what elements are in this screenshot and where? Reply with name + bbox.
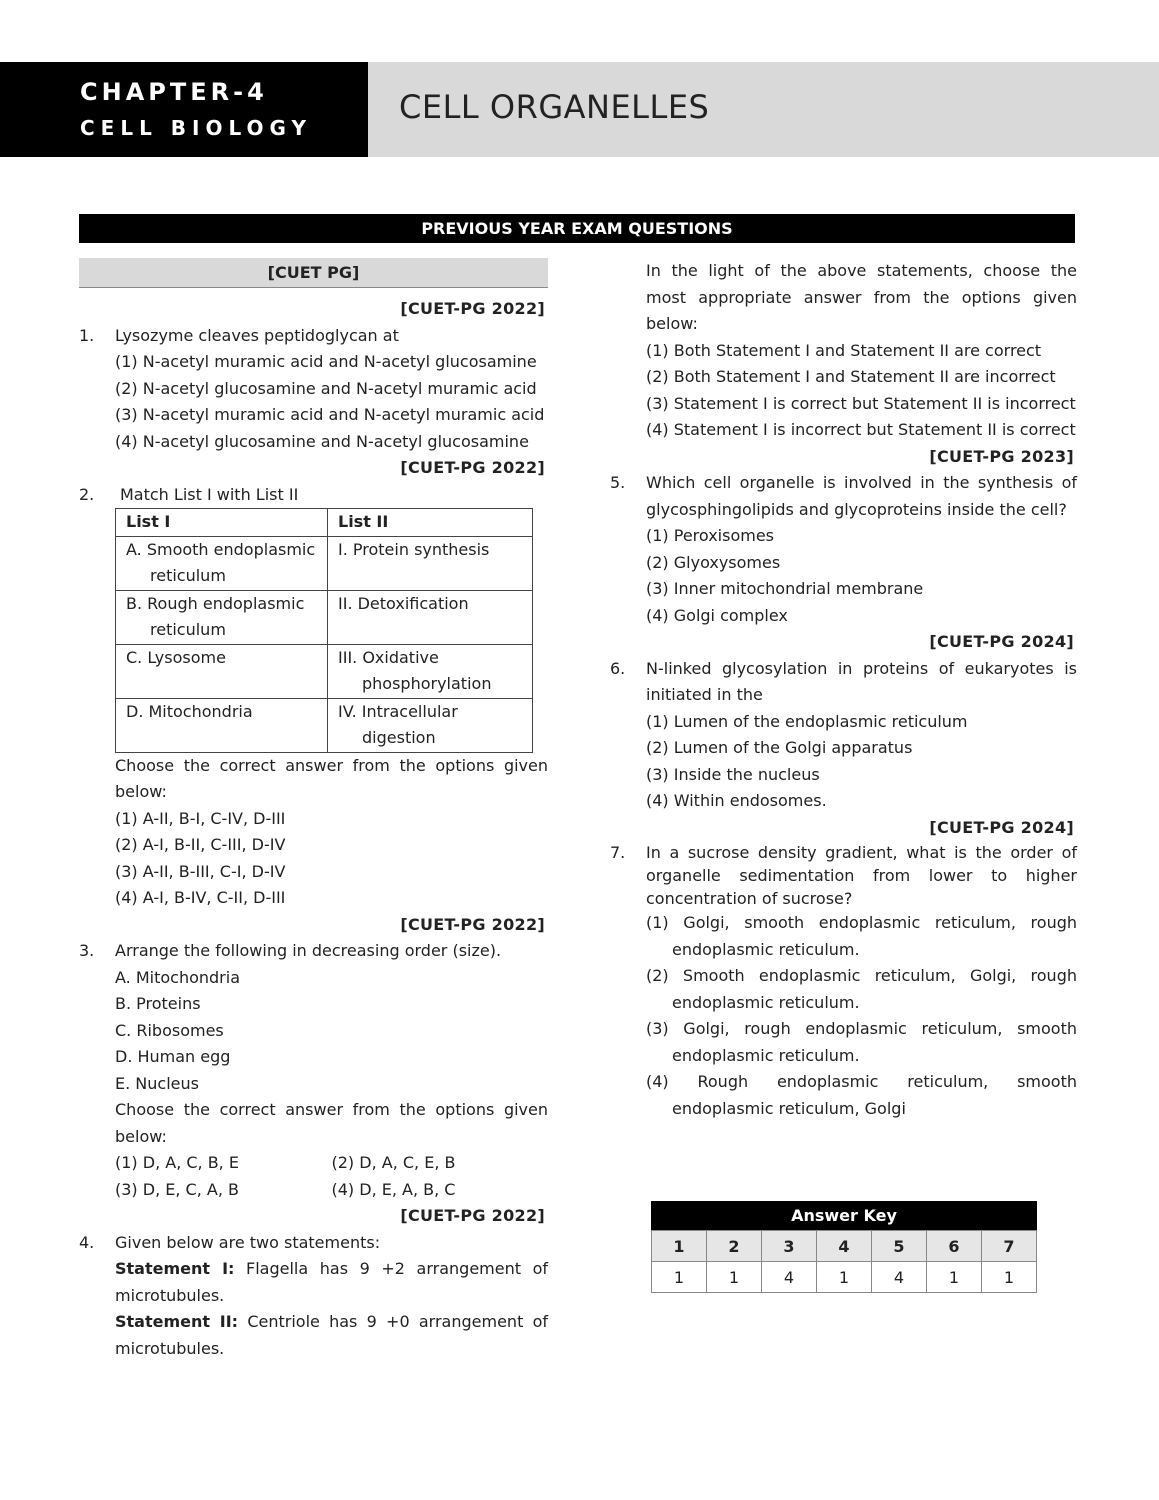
table-header-row — [116, 509, 533, 537]
exam-section-heading: [CUET PG] — [79, 258, 548, 288]
question-number: 1. — [79, 325, 95, 345]
option-row — [79, 1177, 548, 1204]
question-text: Match List I with List II — [120, 484, 299, 504]
list-item: C. Ribosomes — [115, 1020, 224, 1040]
option: (1) Lumen of the endoplasmic reticulum — [646, 711, 968, 731]
table-cell: IV. Intracellular digestion — [328, 698, 533, 752]
table-row — [116, 536, 533, 590]
question-number-cell: 6 — [927, 1231, 982, 1262]
question-5 — [610, 470, 1077, 523]
table-cell: III. Oxidative phosphorylation — [328, 644, 533, 698]
statement-label: Statement II: — [115, 1312, 239, 1331]
table-cell: A. Smooth endoplasmic reticulum — [116, 536, 328, 590]
question-number-cell: 3 — [762, 1231, 817, 1262]
answer-cell: 1 — [652, 1262, 707, 1293]
chapter-header-block — [0, 62, 368, 157]
option: (4) Within endosomes. — [646, 791, 827, 810]
option: (4) Golgi complex — [646, 605, 788, 625]
table-row — [116, 698, 533, 752]
answer-cell: 4 — [762, 1262, 817, 1293]
exam-tag: [CUET-PG 2022] — [400, 458, 545, 477]
statement-1 — [79, 1256, 548, 1309]
option: (2) Both Statement I and Statement II are incorrect — [646, 367, 1056, 386]
option: (2) Lumen of the Golgi apparatus — [646, 738, 913, 757]
question-prompt: In the light of the above statements, choose the most appropriate answer from the options given below: — [646, 261, 1077, 333]
answer-key-question-row — [652, 1231, 1037, 1262]
answer-cell: 1 — [927, 1262, 982, 1293]
chapter-title-block — [368, 62, 1159, 157]
option: (2) N-acetyl glucosamine and N-acetyl muramic acid — [115, 378, 537, 398]
chapter-subject: CELL BIOLOGY — [80, 116, 312, 140]
option: (1) Both Statement I and Statement II are correct — [646, 340, 1042, 360]
question-text: Lysozyme cleaves peptidoglycan at — [115, 325, 399, 345]
question-text: Arrange the following in decreasing order (size). — [115, 941, 502, 960]
question-number: 3. — [79, 941, 95, 960]
option: (1) Golgi, smooth endoplasmic reticulum, rough endoplasmic reticulum. — [646, 913, 1077, 959]
option: (4) D, E, A, B, C — [331, 1179, 456, 1199]
answer-cell: 1 — [817, 1262, 872, 1293]
answer-cell: 4 — [872, 1262, 927, 1293]
answer-cell: 1 — [707, 1262, 762, 1293]
table-cell: D. Mitochondria — [116, 698, 328, 752]
question-number-cell: 7 — [982, 1231, 1037, 1262]
question-number: 4. — [79, 1232, 95, 1252]
question-text: Which cell organelle is involved in the synthesis of glycosphingolipids and glycoproteins inside the cell? — [646, 473, 1077, 519]
chapter-number: CHAPTER-4 — [80, 78, 268, 106]
question-2 — [79, 482, 548, 509]
answer-key-table — [651, 1230, 1037, 1293]
option: (2) D, A, C, E, B — [331, 1153, 456, 1172]
option: (4) Statement I is incorrect but Statement II is correct — [646, 420, 1076, 439]
option: (3) A-II, B-III, C-I, D-IV — [115, 861, 286, 881]
question-prompt: Choose the correct answer from the options given below: — [115, 755, 548, 801]
left-column — [79, 258, 548, 1362]
table-row — [116, 590, 533, 644]
statement-2 — [79, 1309, 548, 1362]
question-prompt: Choose the correct answer from the options given below: — [115, 1100, 548, 1146]
list-item: B. Proteins — [115, 994, 201, 1013]
answer-key-answer-row — [652, 1262, 1037, 1293]
question-number-cell: 1 — [652, 1231, 707, 1262]
statement-text: Centriole has 9 +0 arrangement of microtubules. — [115, 1312, 549, 1358]
list-item: A. Mitochondria — [115, 967, 240, 987]
question-number-cell: 5 — [872, 1231, 927, 1262]
statement-text: Flagella has 9 +2 arrangement of microtubules. — [115, 1259, 549, 1305]
right-column — [610, 258, 1077, 1122]
answer-cell: 1 — [982, 1262, 1037, 1293]
option: (3) Inner mitochondrial membrane — [646, 579, 924, 598]
exam-tag: [CUET-PG 2022] — [400, 914, 545, 934]
option: (4) A-I, B-IV, C-II, D-III — [115, 888, 286, 907]
list-item: E. Nucleus — [115, 1073, 199, 1093]
option: (1) A-II, B-I, C-IV, D-III — [115, 808, 286, 828]
option: (2) Glyoxysomes — [646, 552, 781, 572]
option: (2) A-I, B-II, C-III, D-IV — [115, 835, 286, 854]
answer-key — [651, 1201, 1037, 1293]
question-6 — [610, 656, 1077, 709]
question-number: 6. — [610, 658, 626, 678]
question-text: N-linked glycosylation in proteins of eukaryotes is initiated in the — [646, 658, 1077, 704]
option-row — [79, 1150, 548, 1177]
answer-key-title: Answer Key — [651, 1201, 1037, 1230]
question-number-cell: 2 — [707, 1231, 762, 1262]
table-cell: II. Detoxification — [328, 590, 533, 644]
question-7 — [610, 841, 1077, 910]
option: (1) N-acetyl muramic acid and N-acetyl glucosamine — [115, 352, 537, 371]
statement-label: Statement I: — [115, 1259, 235, 1278]
question-number: 5. — [610, 473, 626, 492]
table-cell: C. Lysosome — [116, 644, 328, 698]
option: (3) Statement I is correct but Statement II is incorrect — [646, 393, 1076, 413]
table-cell: I. Protein synthesis — [328, 536, 533, 590]
question-number-cell: 4 — [817, 1231, 872, 1262]
option: (2) Smooth endoplasmic reticulum, Golgi, rough endoplasmic reticulum. — [646, 966, 1077, 1012]
match-table — [115, 508, 533, 753]
question-text: Given below are two statements: — [115, 1232, 381, 1252]
chapter-title: CELL ORGANELLES — [399, 88, 710, 126]
question-number: 7. — [610, 843, 626, 862]
option: (3) D, E, C, A, B — [115, 1179, 239, 1199]
option: (3) Inside the nucleus — [646, 764, 820, 784]
option: (3) N-acetyl muramic acid and N-acetyl muramic acid — [115, 405, 545, 424]
question-number: 2. — [79, 484, 95, 504]
table-cell: B. Rough endoplasmic reticulum — [116, 590, 328, 644]
table-header: List I — [116, 509, 328, 537]
exam-tag: [CUET-PG 2022] — [400, 1206, 545, 1225]
question-4 — [79, 1230, 548, 1257]
question-3 — [79, 938, 548, 965]
list-item: D. Human egg — [115, 1047, 231, 1066]
exam-tag: [CUET-PG 2022] — [400, 299, 545, 318]
exam-tag: [CUET-PG 2024] — [929, 817, 1074, 837]
exam-tag: [CUET-PG 2023] — [929, 446, 1074, 466]
exam-tag: [CUET-PG 2024] — [929, 632, 1074, 651]
option: (3) Golgi, rough endoplasmic reticulum, smooth endoplasmic reticulum. — [646, 1019, 1077, 1065]
question-text: In a sucrose density gradient, what is the order of organelle sedimentation from lower to higher concentration of sucrose? — [646, 843, 1077, 908]
question-1 — [79, 323, 548, 350]
option: (4) Rough endoplasmic reticulum, smooth endoplasmic reticulum, Golgi — [646, 1072, 1077, 1118]
table-row — [116, 644, 533, 698]
option: (4) N-acetyl glucosamine and N-acetyl glucosamine — [115, 431, 529, 451]
table-header: List II — [328, 509, 533, 537]
section-banner: PREVIOUS YEAR EXAM QUESTIONS — [79, 214, 1075, 243]
option: (1) D, A, C, B, E — [115, 1153, 239, 1172]
option: (1) Peroxisomes — [646, 526, 774, 545]
